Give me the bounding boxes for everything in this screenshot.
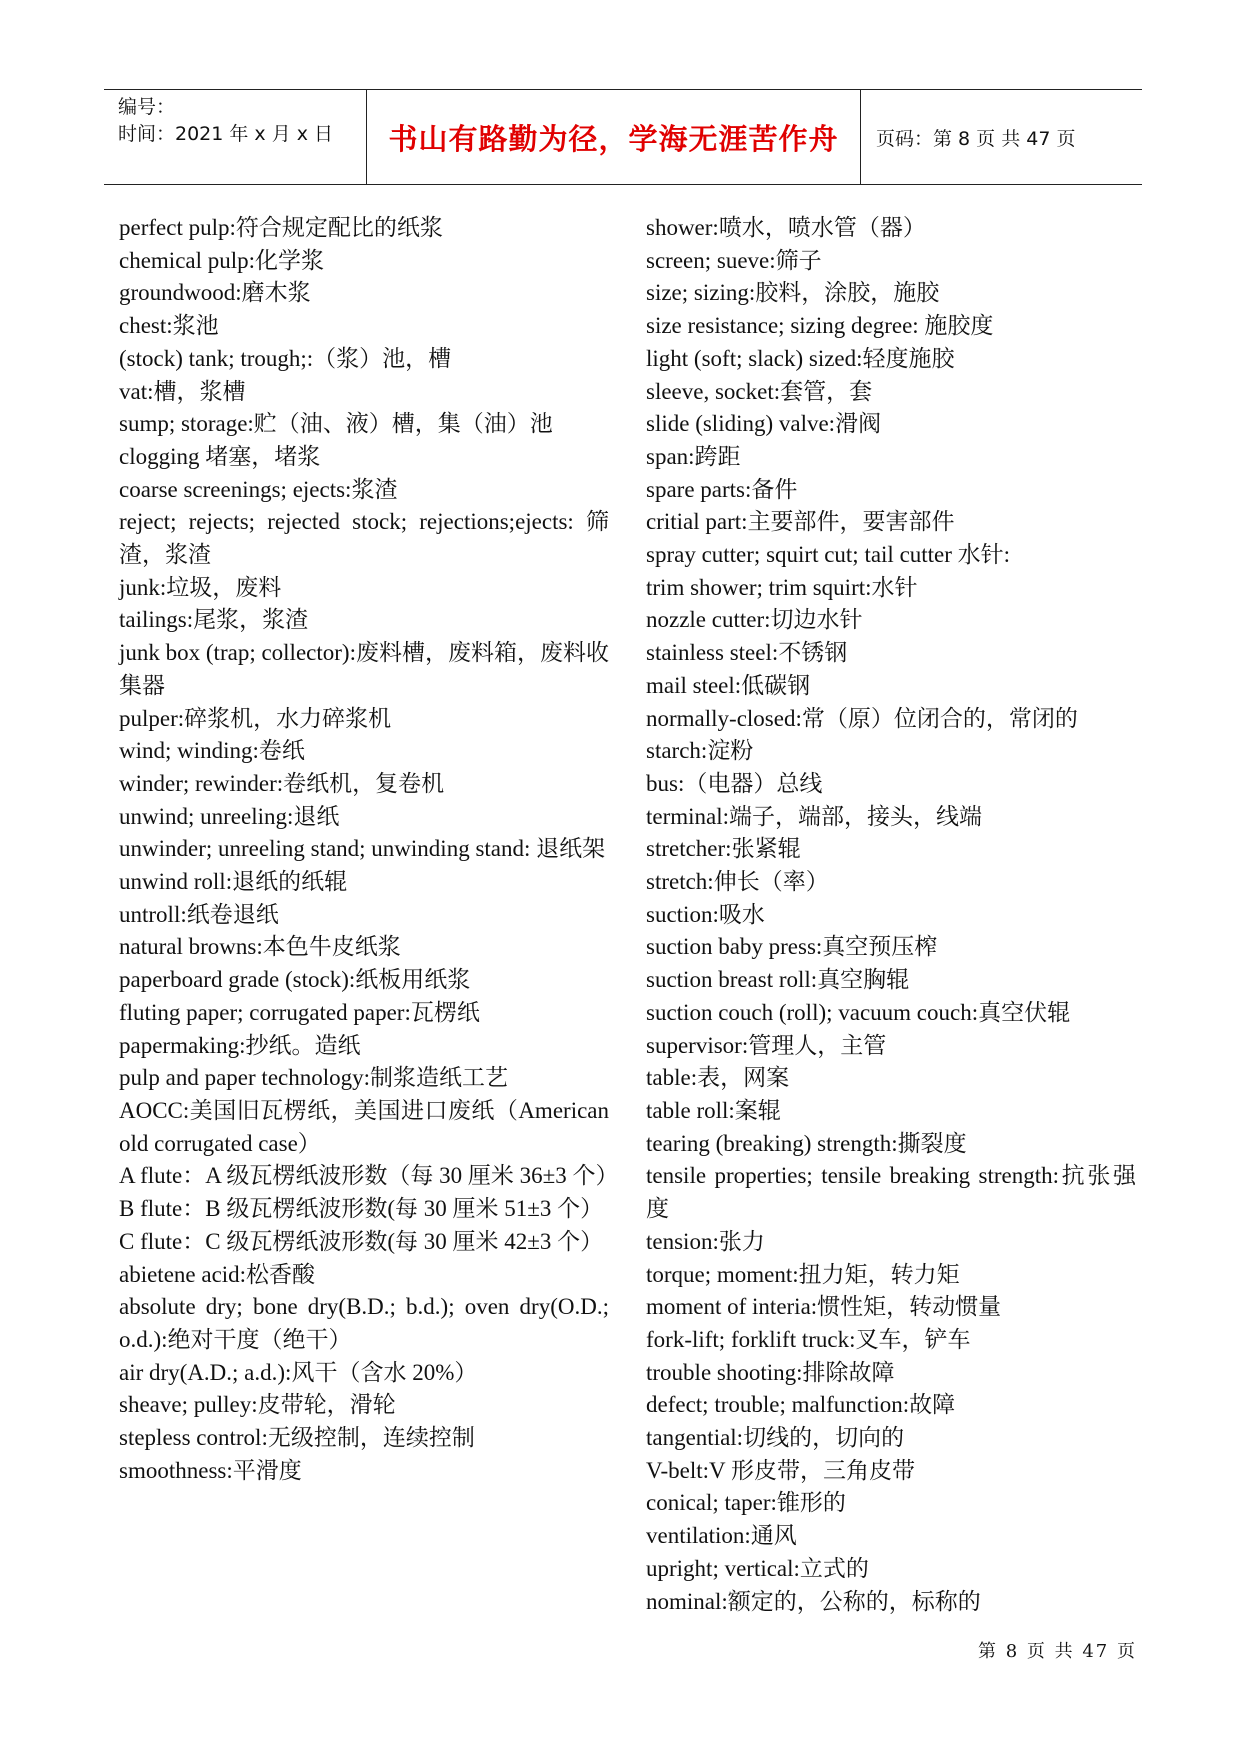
glossary-entry: smoothness:平滑度: [119, 1457, 302, 1483]
glossary-entry: junk box (trap; collector):废料槽，废料箱，废料收集器: [119, 640, 609, 698]
glossary-entry: supervisor:管理人，主管: [646, 1032, 887, 1058]
header-meta: [104, 90, 367, 184]
glossary-entry: critial part:主要部件，要害部件: [646, 509, 955, 535]
glossary-entry: unwind roll:退纸的纸辊: [119, 869, 348, 895]
glossary-entry: spare parts:备件: [646, 476, 798, 502]
glossary-entry: air dry(A.D.; a.d.):风干（含水 20%）: [119, 1359, 478, 1385]
glossary-entry: light (soft; slack) sized:轻度施胶: [646, 345, 955, 371]
glossary-entry: fork-lift; forklift truck:叉车，铲车: [646, 1326, 971, 1352]
glossary-entry: stainless steel:不锈钢: [646, 640, 848, 666]
glossary-entry: V-belt:V 形皮带，三角皮带: [646, 1457, 915, 1483]
glossary-entry: screen; sueve:筛子: [646, 247, 822, 273]
glossary-entry: abietene acid:松香酸: [119, 1261, 316, 1287]
glossary-entry: defect; trouble; malfunction:故障: [646, 1392, 956, 1418]
glossary-entry: ventilation:通风: [646, 1523, 797, 1549]
glossary-entry: sheave; pulley:皮带轮，滑轮: [119, 1392, 396, 1418]
right-column: [646, 212, 1136, 1618]
glossary-entry: pulper:碎浆机，水力碎浆机: [119, 705, 392, 731]
glossary-entry: suction couch (roll); vacuum couch:真空伏辊: [646, 999, 1071, 1025]
glossary-entry: torque; moment:扭力矩，转力矩: [646, 1261, 960, 1287]
glossary-entry: chest:浆池: [119, 313, 219, 339]
glossary-entry: terminal:端子，端部，接头，线端: [646, 803, 983, 829]
glossary-entry: clogging 堵塞，堵浆: [119, 443, 321, 469]
glossary-entry: wind; winding:卷纸: [119, 738, 305, 764]
glossary-entry: size resistance; sizing degree: 施胶度: [646, 313, 994, 339]
glossary-entry: span:跨距: [646, 443, 741, 469]
glossary-entry: suction breast roll:真空胸辊: [646, 967, 910, 993]
glossary-entry: table:表，网案: [646, 1065, 790, 1091]
time-label: 时间：2021 年 x 月 x 日: [118, 123, 334, 145]
header-table: [104, 89, 1142, 185]
glossary-entry: size; sizing:胶料，涂胶，施胶: [646, 280, 940, 306]
glossary-entry: untroll:纸卷退纸: [119, 901, 279, 927]
glossary-entry: tearing (breaking) strength:撕裂度: [646, 1130, 967, 1156]
glossary-entry: sump; storage:贮（油、液）槽，集（油）池: [119, 411, 553, 437]
glossary-entry: junk:垃圾，废料: [119, 574, 282, 600]
glossary-entry: trim shower; trim squirt:水针: [646, 574, 918, 600]
glossary-entry: stretcher:张紧辊: [646, 836, 801, 862]
glossary-entry: natural browns:本色牛皮纸浆: [119, 934, 401, 960]
glossary-entry: absolute dry; bone dry(B.D.; b.d.); oven dry(O.D.; o.d.):绝对干度（绝干）: [119, 1294, 609, 1352]
glossary-entry: fluting paper; corrugated paper:瓦楞纸: [119, 999, 480, 1025]
glossary-entry: trouble shooting:排除故障: [646, 1359, 895, 1385]
glossary-entry: upright; vertical:立式的: [646, 1555, 869, 1581]
glossary-entry: tensile properties; tensile breaking strength:抗张强度: [646, 1163, 1136, 1222]
glossary-entry: (stock) tank; trough;:（浆）池，槽: [119, 345, 452, 371]
header-motto: 书山有路勤为径，学海无涯苦作舟: [367, 90, 861, 184]
glossary-entry: C flute：C 级瓦楞纸波形数(每 30 厘米 42±3 个）: [119, 1228, 604, 1254]
glossary-entry: mail steel:低碳钢: [646, 672, 811, 698]
glossary-entry: normally-closed:常（原）位闭合的，常闭的: [646, 705, 1078, 731]
glossary-entry: groundwood:磨木浆: [119, 280, 311, 306]
glossary-entry: paperboard grade (stock):纸板用纸浆: [119, 967, 471, 993]
glossary-entry: nozzle cutter:切边水针: [646, 607, 863, 633]
glossary-entry: starch:淀粉: [646, 738, 754, 764]
glossary-entry: sleeve, socket:套管，套: [646, 378, 873, 404]
glossary-entry: stepless control:无级控制，连续控制: [119, 1425, 475, 1451]
left-column: [119, 212, 619, 1487]
glossary-entry: chemical pulp:化学浆: [119, 247, 325, 273]
glossary-entry: shower:喷水，喷水管（器）: [646, 215, 926, 240]
glossary-entry: perfect pulp:符合规定配比的纸浆: [119, 215, 443, 240]
glossary-entry: conical; taper:锥形的: [646, 1490, 846, 1516]
glossary-entry: unwind; unreeling:退纸: [119, 803, 340, 829]
glossary-entry: B flute：B 级瓦楞纸波形数(每 30 厘米 51±3 个）: [119, 1196, 604, 1222]
glossary-entry: moment of interia:惯性矩，转动惯量: [646, 1294, 1002, 1320]
glossary-entry: nominal:额定的，公称的，标称的: [646, 1588, 981, 1614]
glossary-entry: tailings:尾浆，浆渣: [119, 607, 309, 633]
page-code: 页码：第 8 页 共 47 页: [876, 127, 1076, 150]
glossary-entry: stretch:伸长（率）: [646, 869, 829, 895]
glossary-entry: coarse screenings; ejects:浆渣: [119, 476, 398, 502]
glossary-entry: winder; rewinder:卷纸机，复卷机: [119, 770, 445, 796]
glossary-entry: AOCC:美国旧瓦楞纸，美国进口废纸（American old corrugated case）: [119, 1097, 609, 1156]
glossary-entry: papermaking:抄纸。造纸: [119, 1032, 361, 1058]
glossary-entry: slide (sliding) valve:滑阀: [646, 411, 882, 437]
page-footer: 第 8 页 共 47 页: [978, 1641, 1137, 1662]
glossary-entry: tangential:切线的，切向的: [646, 1425, 905, 1451]
glossary-entry: table roll:案辊: [646, 1097, 781, 1123]
glossary-entry: reject; rejects; rejected stock; rejections;ejects: 筛渣，浆渣: [119, 509, 609, 568]
glossary-entry: bus:（电器）总线: [646, 770, 823, 796]
glossary-entry: tension:张力: [646, 1228, 765, 1254]
glossary-entry: unwinder; unreeling stand; unwinding stand: 退纸架: [119, 836, 606, 862]
glossary-entry: A flute：A 级瓦楞纸波形数（每 30 厘米 36±3 个）: [119, 1163, 619, 1189]
glossary-entry: suction baby press:真空预压榨: [646, 934, 938, 960]
glossary-entry: pulp and paper technology:制浆造纸工艺: [119, 1065, 509, 1091]
glossary-entry: spray cutter; squirt cut; tail cutter 水针:: [646, 542, 1011, 568]
glossary-entry: vat:槽，浆槽: [119, 378, 246, 404]
number-label: 编号：: [118, 96, 176, 118]
glossary-entry: suction:吸水: [646, 901, 765, 927]
